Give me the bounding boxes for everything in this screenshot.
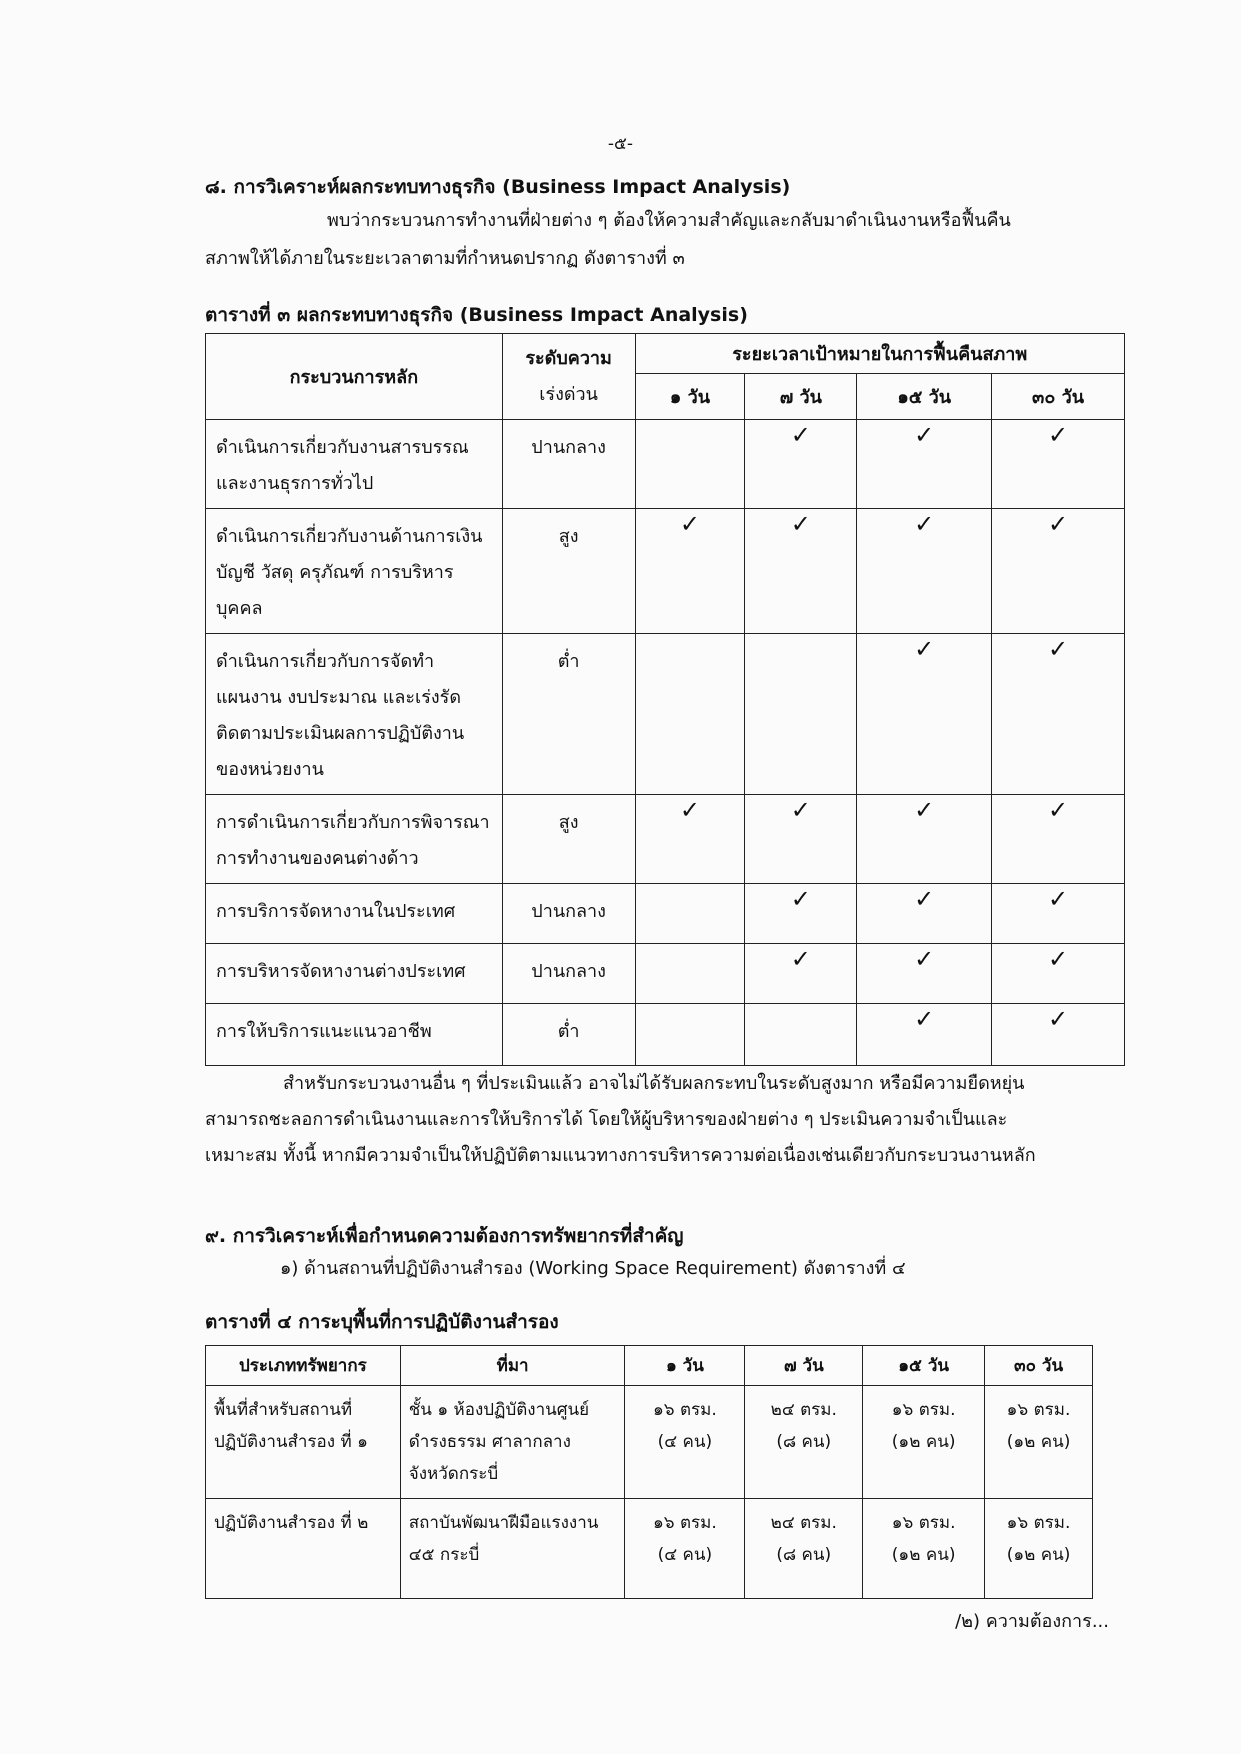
checkmark-icon: ✓ (1047, 421, 1069, 449)
table-row (206, 795, 1125, 884)
d7-cell (745, 1386, 863, 1499)
source-line: สถาบันพัฒนาฝีมือแรงงาน (408, 1513, 599, 1533)
column-header: ๓๐ วัน (985, 1346, 1093, 1386)
working-space-rows (206, 1386, 1093, 1599)
checkmark-icon: ✓ (1047, 796, 1069, 824)
header-day-7: ๗ วัน (745, 374, 857, 420)
urgency-cell: สูง (502, 795, 635, 884)
checkmark-icon: ✓ (790, 885, 811, 913)
header-day-15: ๑๕ วัน (857, 374, 992, 420)
header-urgency-line1: ระดับความ (525, 347, 612, 369)
checkmark-icon: ✓ (679, 796, 701, 824)
source-line: ดำรงธรรม ศาลากลาง (408, 1432, 571, 1452)
d30-cell (985, 1386, 1093, 1499)
header-day-30: ๓๐ วัน (992, 374, 1125, 420)
header-process: กระบวนการหลัก (206, 334, 503, 420)
check-cell (857, 1004, 992, 1066)
business-impact-table (205, 333, 1125, 1066)
source-line: จังหวัดกระบี่ (408, 1464, 499, 1484)
table-row (206, 420, 1125, 509)
check-cell (857, 795, 992, 884)
check-cell (992, 1004, 1125, 1066)
check-cell (745, 509, 857, 634)
table-row (206, 1004, 1125, 1066)
column-header: ๑๕ วัน (863, 1346, 985, 1386)
header-day-1: ๑ วัน (635, 374, 745, 420)
check-cell (992, 420, 1125, 509)
checkmark-icon: ✓ (790, 510, 811, 538)
d1-line: ๑๖ ตรม. (653, 1513, 717, 1533)
d1-line: (๔ คน) (657, 1545, 713, 1565)
table-row (206, 509, 1125, 634)
process-line: และงานธุรการทั่วไป (216, 473, 374, 494)
section-8-para-line1: พบว่ากระบวนการทำงานที่ฝ่ายต่าง ๆ ต้องให้ความสำคัญและกลับมาดำเนินงานหรือฟื้นคืน (327, 210, 1011, 231)
process-cell (206, 509, 503, 634)
checkmark-icon: ✓ (914, 796, 935, 824)
column-header: ที่มา (400, 1346, 625, 1386)
process-line: ของหน่วยงาน (216, 759, 324, 780)
process-line: การดำเนินการเกี่ยวกับการพิจารณา (216, 812, 490, 833)
urgency-cell: ปานกลาง (502, 420, 635, 509)
source-line: ๔๕ กระบี่ (408, 1545, 480, 1565)
page-number: -๕- (607, 134, 634, 154)
column-header: ๗ วัน (745, 1346, 863, 1386)
check-cell (992, 795, 1125, 884)
check-cell (635, 1004, 745, 1066)
source-cell (400, 1386, 625, 1499)
check-cell (992, 509, 1125, 634)
section-8-para-line2: สภาพให้ได้ภายในระยะเวลาตามที่กำหนดปรากฏ ดังตารางที่ ๓ (205, 248, 685, 269)
d15-line: ๑๖ ตรม. (891, 1400, 956, 1420)
urgency-cell: ปานกลาง (502, 944, 635, 1004)
checkmark-icon: ✓ (1047, 635, 1069, 663)
checkmark-icon: ✓ (1047, 1005, 1069, 1033)
check-cell (635, 795, 745, 884)
d30-line: ๑๖ ตรม. (1006, 1513, 1071, 1533)
check-cell (745, 944, 857, 1004)
header-urgency-line2: เร่งด่วน (539, 383, 598, 405)
check-cell (857, 884, 992, 944)
checkmark-icon: ✓ (914, 510, 935, 538)
table-row (206, 884, 1125, 944)
section-9-sub1: ๑) ด้านสถานที่ปฏิบัติงานสำรอง (Working Space Requirement) ดังตารางที่ ๔ (280, 1258, 906, 1279)
check-cell (857, 944, 992, 1004)
check-cell (992, 634, 1125, 795)
d30-line: ๑๖ ตรม. (1006, 1400, 1071, 1420)
checkmark-icon: ✓ (914, 885, 935, 913)
d30-line: (๑๒ คน) (1006, 1545, 1071, 1565)
type-line: ปฏิบัติงานสำรอง ที่ ๑ (214, 1432, 368, 1452)
process-cell (206, 420, 503, 509)
table-row (206, 634, 1125, 795)
process-line: บุคคล (216, 598, 263, 619)
type-cell (206, 1499, 401, 1599)
d15-line: (๑๒ คน) (891, 1432, 956, 1452)
check-cell (992, 884, 1125, 944)
checkmark-icon: ✓ (790, 945, 811, 973)
process-cell (206, 944, 503, 1004)
d7-cell (745, 1499, 863, 1599)
table-row (206, 944, 1125, 1004)
column-header: ๑ วัน (625, 1346, 745, 1386)
urgency-cell: ต่ำ (502, 634, 635, 795)
d1-line: ๑๖ ตรม. (653, 1400, 717, 1420)
process-line: ดำเนินการเกี่ยวกับงานด้านการเงิน (216, 526, 483, 547)
checkmark-icon: ✓ (914, 945, 935, 973)
table-3-title: ตารางที่ ๓ ผลกระทบทางธุรกิจ (Business Impact Analysis) (205, 304, 748, 326)
table-row (206, 1386, 1093, 1499)
source-line: ชั้น ๑ ห้องปฏิบัติงานศูนย์ (408, 1400, 590, 1420)
check-cell (745, 634, 857, 795)
source-cell (400, 1499, 625, 1599)
checkmark-icon: ✓ (679, 510, 701, 538)
check-cell (635, 944, 745, 1004)
table-row (206, 1499, 1093, 1599)
process-cell (206, 1004, 503, 1066)
d1-cell (625, 1386, 745, 1499)
process-line: ดำเนินการเกี่ยวกับงานสารบรรณ (216, 437, 469, 458)
continuation-footer: /๒) ความต้องการ... (955, 1611, 1109, 1632)
d15-cell (863, 1499, 985, 1599)
working-space-header-row (206, 1346, 1093, 1386)
check-cell (635, 420, 745, 509)
checkmark-icon: ✓ (790, 421, 811, 449)
column-header: ประเภททรัพยากร (206, 1346, 401, 1386)
checkmark-icon: ✓ (790, 796, 811, 824)
urgency-cell: สูง (502, 509, 635, 634)
d1-cell (625, 1499, 745, 1599)
checkmark-icon: ✓ (914, 421, 935, 449)
process-line: การบริหารจัดหางานต่างประเทศ (216, 961, 466, 982)
d7-line: ๒๔ ตรม. (770, 1400, 837, 1420)
check-cell (745, 420, 857, 509)
checkmark-icon: ✓ (1047, 510, 1069, 538)
d30-cell (985, 1499, 1093, 1599)
business-impact-rows (206, 420, 1125, 1066)
process-line: การทำงานของคนต่างด้าว (216, 848, 419, 869)
type-line: พื้นที่สำหรับสถานที่ (214, 1400, 353, 1420)
check-cell (745, 1004, 857, 1066)
d7-line: (๘ คน) (776, 1545, 832, 1565)
type-cell (206, 1386, 401, 1499)
d15-line: (๑๒ คน) (891, 1545, 956, 1565)
check-cell (635, 884, 745, 944)
check-cell (992, 944, 1125, 1004)
table-4-title: ตารางที่ ๔ การะบุพื้นที่การปฏิบัติงานสำรอง (205, 1311, 559, 1333)
check-cell (635, 509, 745, 634)
header-urgency (502, 334, 635, 420)
d15-line: ๑๖ ตรม. (891, 1513, 956, 1533)
process-line: ติดตามประเมินผลการปฏิบัติงาน (216, 723, 465, 744)
check-cell (745, 795, 857, 884)
check-cell (857, 509, 992, 634)
type-line: ปฏิบัติงานสำรอง ที่ ๒ (214, 1513, 369, 1533)
process-line: บัญชี วัสดุ ครุภัณฑ์ การบริหาร (216, 562, 454, 583)
process-cell (206, 795, 503, 884)
checkmark-icon: ✓ (1047, 945, 1069, 973)
after-table3-line3: เหมาะสม ทั้งนี้ หากมีความจำเป็นให้ปฏิบัติตามแนวทางการบริหารความต่อเนื่องเช่นเดียวกับกระบวนงานหลัก (205, 1145, 1036, 1166)
process-cell (206, 634, 503, 795)
d1-line: (๔ คน) (657, 1432, 713, 1452)
d7-line: (๘ คน) (776, 1432, 832, 1452)
check-cell (635, 634, 745, 795)
d7-line: ๒๔ ตรม. (770, 1513, 837, 1533)
process-line: แผนงาน งบประมาณ และเร่งรัด (216, 687, 462, 708)
header-target-time: ระยะเวลาเป้าหมายในการฟื้นคืนสภาพ (635, 334, 1124, 374)
process-line: การบริการจัดหางานในประเทศ (216, 901, 456, 922)
checkmark-icon: ✓ (1047, 885, 1069, 913)
process-line: ดำเนินการเกี่ยวกับการจัดทำ (216, 651, 435, 672)
after-table3-line1: สำหรับกระบวนงานอื่น ๆ ที่ประเมินแล้ว อาจไม่ได้รับผลกระทบในระดับสูงมาก หรือมีความยืดหยุ่น (283, 1073, 1025, 1094)
check-cell (857, 420, 992, 509)
urgency-cell: ต่ำ (502, 1004, 635, 1066)
urgency-cell: ปานกลาง (502, 884, 635, 944)
check-cell (745, 884, 857, 944)
checkmark-icon: ✓ (914, 635, 935, 663)
after-table3-line2: สามารถชะลอการดำเนินงานและการให้บริการได้ โดยให้ผู้บริหารของฝ่ายต่าง ๆ ประเมินความจำเป็นและ (205, 1109, 1008, 1130)
checkmark-icon: ✓ (914, 1005, 935, 1033)
check-cell (857, 634, 992, 795)
d30-line: (๑๒ คน) (1006, 1432, 1071, 1452)
section-8-title: ๘. การวิเคราะห์ผลกระทบทางธุรกิจ (Business Impact Analysis) (205, 176, 791, 198)
process-line: การให้บริการแนะแนวอาชีพ (216, 1021, 432, 1042)
process-cell (206, 884, 503, 944)
section-9-title: ๙. การวิเคราะห์เพื่อกำหนดความต้องการทรัพยากรที่สำคัญ (205, 1225, 684, 1247)
d15-cell (863, 1386, 985, 1499)
working-space-table (205, 1345, 1093, 1599)
